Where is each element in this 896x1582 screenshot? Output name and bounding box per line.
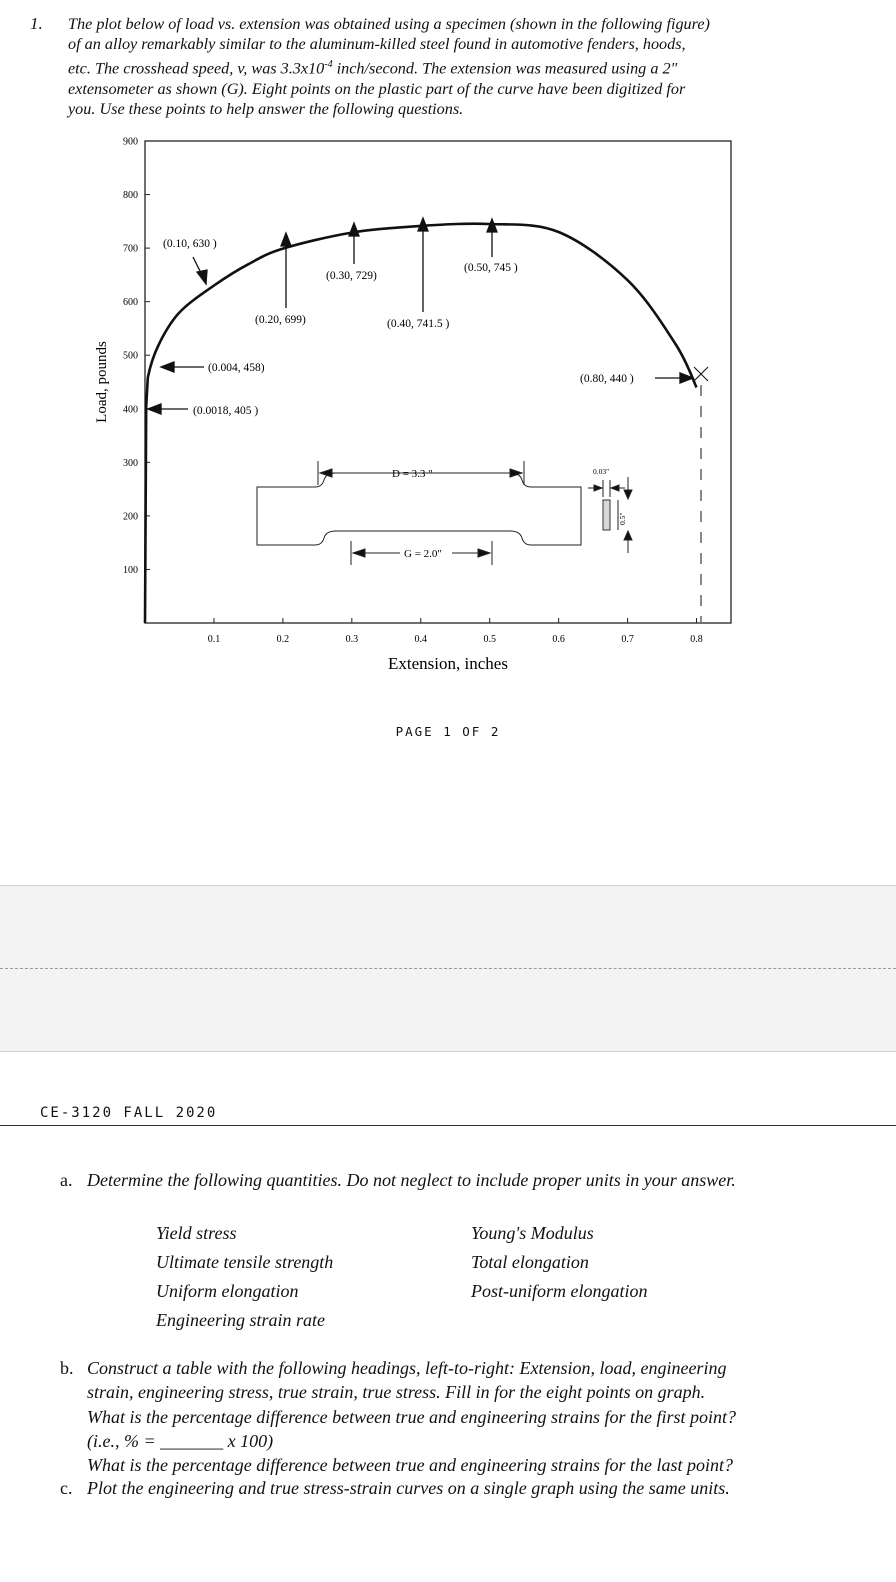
g-dimension-label: G = 2.0" xyxy=(404,548,442,560)
question-c-text: Plot the engineering and true stress-strain curves on a single graph using the same units. xyxy=(87,1478,730,1498)
y-tick-label: 500 xyxy=(123,350,138,362)
x-tick-label: 0.1 xyxy=(207,634,221,645)
load-extension-chart xyxy=(0,0,896,700)
y-tick-label: 200 xyxy=(123,511,138,523)
x-tick-label: 0.8 xyxy=(690,634,703,645)
annotation-arrowhead xyxy=(281,233,291,246)
annotation-label: (0.50, 745 ) xyxy=(464,262,518,274)
question-a-marker: a. xyxy=(60,1170,73,1190)
fracture-mark xyxy=(694,367,708,622)
annotation-label: (0.10, 630 ) xyxy=(163,238,217,250)
course-header: CE-3120 FALL 2020 xyxy=(40,1105,218,1121)
annotation-arrowhead xyxy=(487,219,497,232)
speed-value: 3.3x10 xyxy=(280,59,325,78)
quantity-item: Ultimate tensile strength xyxy=(156,1252,334,1272)
x-tick-label: 0.4 xyxy=(414,634,428,645)
y-tick-label: 400 xyxy=(123,404,138,416)
g-arrowhead xyxy=(478,549,490,557)
width-label: 0.5" xyxy=(618,512,627,525)
question-b-body xyxy=(87,1356,736,1477)
y-tick-label: 700 xyxy=(123,243,138,255)
specimen-outline xyxy=(257,473,581,545)
question-b-line: strain, engineering stress, true strain, true stress. Fill in for the eight points on graph. xyxy=(87,1382,706,1403)
y-axis-label: Load, pounds xyxy=(94,341,110,423)
intro-line: extensometer as shown (G). Eight points on the plastic part of the curve have been digitized for xyxy=(68,79,686,98)
problem-number: 1. xyxy=(30,14,43,33)
annotation-arrowhead xyxy=(349,223,359,236)
annotation-arrowhead xyxy=(197,270,207,284)
y-tick-label: 600 xyxy=(123,297,138,309)
intro-line: of an alloy remarkably similar to the aluminum-killed steel found in automotive fenders, hoods, xyxy=(68,35,686,54)
x-tick-label: 0.6 xyxy=(552,634,565,645)
thickness-arrowhead xyxy=(594,485,602,491)
header-rule xyxy=(0,1125,896,1126)
annotation-label: (0.004, 458) xyxy=(208,362,265,374)
width-arrowhead xyxy=(624,490,632,499)
width-arrowhead xyxy=(624,531,632,540)
quantity-item: Yield stress xyxy=(156,1223,237,1243)
cross-section xyxy=(603,500,610,530)
point-annotations xyxy=(148,218,693,417)
page-footer: PAGE 1 OF 2 xyxy=(395,724,501,739)
thickness-arrowhead xyxy=(611,485,619,491)
quantity-item: Uniform elongation xyxy=(156,1281,299,1301)
d-arrowhead xyxy=(510,469,522,477)
speed-exponent: -4 xyxy=(324,58,333,70)
intro-line: you. Use these points to help answer the following questions. xyxy=(68,100,464,119)
speed-rest: inch/second. The extension was measured using a 2" xyxy=(332,59,678,78)
question-b-marker: b. xyxy=(60,1358,74,1378)
d-dimension-label: D = 3.3 " xyxy=(392,468,433,480)
x-tick-label: 0.3 xyxy=(345,634,359,645)
annotation-arrowhead xyxy=(148,404,161,414)
load-curve xyxy=(145,224,697,623)
annotation-arrowhead xyxy=(161,362,174,372)
quantity-item: Total elongation xyxy=(471,1252,589,1272)
annotation-label: (0.40, 741.5 ) xyxy=(387,318,450,330)
intro-line-start: etc. The crosshead speed, v, was xyxy=(68,59,281,78)
question-b-line: Construct a table with the following headings, left-to-right: Extension, load, engineering xyxy=(87,1358,727,1378)
y-tick-label: 800 xyxy=(123,190,138,202)
x-tick-label: 0.5 xyxy=(483,634,496,645)
question-b-line: What is the percentage difference between true and engineering strains for the last point? xyxy=(87,1455,734,1476)
annotation-label: (0.20, 699) xyxy=(255,314,306,326)
y-tick-label: 300 xyxy=(123,457,138,469)
question-b-line: (i.e., % = _______ x 100) xyxy=(87,1430,274,1451)
question-c-marker: c. xyxy=(60,1478,73,1498)
quantity-item: Engineering strain rate xyxy=(156,1310,325,1330)
annotation-label: (0.80, 440 ) xyxy=(580,373,634,385)
thickness-label: 0.03" xyxy=(593,467,610,476)
question-a-text: Determine the following quantities. Do not neglect to include proper units in your answer. xyxy=(87,1170,736,1190)
x-axis-label: Extension, inches xyxy=(388,654,508,673)
page-break-line xyxy=(0,968,896,969)
x-tick-label: 0.7 xyxy=(621,634,634,645)
page-gap-top xyxy=(0,885,896,969)
page-gap-bottom xyxy=(0,969,896,1052)
x-axis xyxy=(208,618,703,645)
quantity-item: Young's Modulus xyxy=(471,1223,594,1243)
annotation-label: (0.0018, 405 ) xyxy=(193,405,259,417)
specimen-drawing xyxy=(257,461,632,565)
y-tick-label: 100 xyxy=(123,564,138,576)
question-b-line: What is the percentage difference between true and engineering strains for the first point? xyxy=(87,1406,737,1427)
intro-line: The plot below of load vs. extension was obtained using a specimen (shown in the following figure) xyxy=(68,15,710,33)
g-arrowhead xyxy=(353,549,365,557)
y-tick-label: 900 xyxy=(123,136,138,148)
x-tick-label: 0.2 xyxy=(276,634,290,645)
annotation-label: (0.30, 729) xyxy=(326,270,377,282)
quantity-item: Post-uniform elongation xyxy=(471,1281,648,1301)
